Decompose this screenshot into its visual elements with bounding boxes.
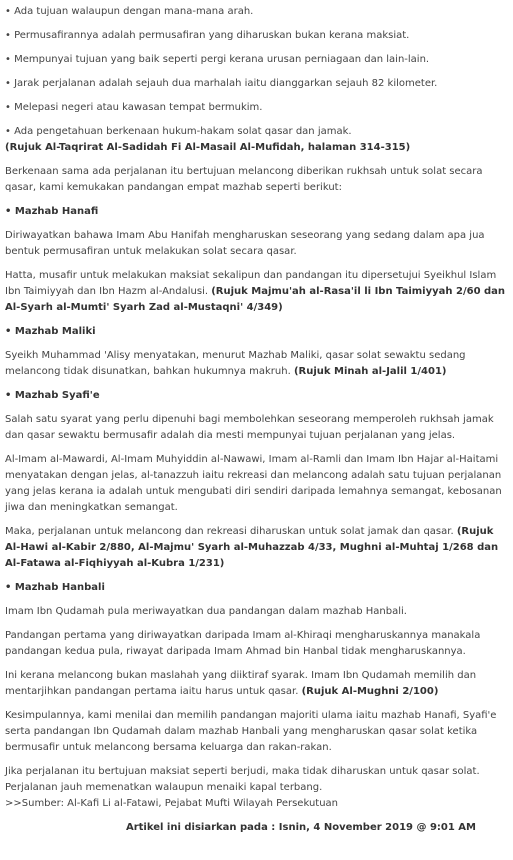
maliki-text: Syeikh Muhammad 'Alisy menyatakan, menurut Mazhab Maliki, qasar solat sewaktu sedang melancong tidak disunatkan, bahkan hukumnya makruh. bbox=[5, 350, 466, 377]
heading-maliki: • Mazhab Maliki bbox=[5, 326, 96, 337]
syafie-paragraph bbox=[5, 524, 506, 572]
published-date: Artikel ini disiarkan pada : Isnin, 4 November 2019 @ 9:01 AM bbox=[125, 822, 476, 833]
intro-paragraph: Berkenaan sama ada perjalanan itu bertujuan melancong diberikan rukhsah untuk solat secara qasar, kami kemukakan pandangan empat mazhab seperti berikut: bbox=[5, 166, 483, 193]
reference-taqrirat: (Rujuk Al-Taqrirat Al-Sadidah Fi Al-Masail Al-Mufidah, halaman 314-315) bbox=[5, 142, 411, 153]
hanbali-text: Ini kerana melancong bukan maslahah yang diiktiraf syarak. Imam Ibn Qudamah memilih dan mentarjihkan pandangan pertama iaitu harus untuk qasar. bbox=[5, 670, 477, 697]
hanafi-paragraph bbox=[5, 268, 506, 316]
bullet-item: • Ada pengetahuan berkenaan hukum-hakam solat qasar dan jamak. bbox=[5, 126, 352, 137]
hanbali-paragraph: Pandangan pertama yang diriwayatkan daripada Imam al-Khiraqi mengharuskannya manakala pandangan kedua pula, riwayat daripada Imam Ahmad bin Hanbal tidak mengharuskannya. bbox=[5, 630, 481, 657]
hanafi-reference: (Rujuk Majmu'ah al-Rasa'il li Ibn Taimiyyah 2/60 dan Al-Syarh al-Mumti' Syarh Zad al-Mustaqni' 4/349) bbox=[5, 286, 506, 313]
syafie-paragraph: Al-Imam al-Mawardi, Al-Imam Muhyiddin al-Nawawi, Imam al-Ramli dan Imam Ibn Hajar al-Haitami menyatakan dengan jelas, al-tanazzuh iaitu rekreasi dan melancong adalah satu tujuan perjalanan yang jelas kerana ia adalah untuk mengubati diri sendiri daripada lemahnya semangat, kebosanan jiwa dan meningkatkan semangat. bbox=[5, 454, 502, 513]
bullet-item: • Jarak perjalanan adalah sejauh dua marhalah iaitu dianggarkan sejauh 82 kilometer. bbox=[5, 78, 438, 89]
hanbali-paragraph bbox=[5, 668, 506, 700]
syafie-paragraph: Salah satu syarat yang perlu dipenuhi bagi membolehkan seseorang memperoleh rukhsah jamak dan qasar sewaktu bermusafir adalah dia mesti mempunyai tujuan perjalanan yang jelas. bbox=[5, 414, 494, 441]
heading-hanafi: • Mazhab Hanafi bbox=[5, 206, 99, 217]
bullet-item: • Melepasi negeri atau kawasan tempat bermukim. bbox=[5, 102, 263, 113]
heading-hanbali: • Mazhab Hanbali bbox=[5, 582, 105, 593]
conclusion-paragraph: Kesimpulannya, kami menilai dan memilih pandangan majoriti ulama iaitu mazhab Hanafi, Syafi'e serta pandangan Ibn Qudamah dalam mazhab Hanbali yang mengharuskan qasar solat ketika bermusafir untuk melancong bersama keluarga dan rakan-rakan. bbox=[5, 710, 497, 753]
bullet-item: • Mempunyai tujuan yang baik seperti pergi kerana urusan perniagaan dan lain-lain. bbox=[5, 54, 430, 65]
source-line: >>Sumber: Al-Kafi Li al-Fatawi, Pejabat Mufti Wilayah Persekutuan bbox=[5, 798, 339, 809]
maliki-paragraph bbox=[5, 348, 506, 380]
hanafi-paragraph: Diriwayatkan bahawa Imam Abu Hanifah mengharuskan seseorang yang sedang dalam apa jua bentuk permusafiran untuk melakukan solat secara qasar. bbox=[5, 230, 485, 257]
bullet-item: • Permusafirannya adalah permusafiran yang diharuskan bukan kerana maksiat. bbox=[5, 30, 410, 41]
hanafi-text: Hatta, musafir untuk melakukan maksiat sekalipun dan pandangan itu dipersetujui Syeikhul Islam Ibn Taimiyyah dan Ibn Hazm al-Andalusi. bbox=[5, 270, 497, 297]
bullet-item: • Ada tujuan walaupun dengan mana-mana arah. bbox=[5, 6, 254, 17]
syafie-text: Maka, perjalanan untuk melancong dan rekreasi diharuskan untuk solat jamak dan qasar. bbox=[5, 526, 457, 537]
syafie-reference: (Rujuk Al-Hawi al-Kabir 2/880, Al-Majmu' Syarh al-Muhazzab 4/33, Mughni al-Muhtaj 1/268 dan Al-Fatawa al-Fiqhiyyah al-Kubra 1/231) bbox=[5, 526, 499, 569]
hanbali-reference: (Rujuk Al-Mughni 2/100) bbox=[301, 686, 439, 697]
heading-syafie: • Mazhab Syafi'e bbox=[5, 390, 100, 401]
hanbali-paragraph: Imam Ibn Qudamah pula meriwayatkan dua pandangan dalam mazhab Hanbali. bbox=[5, 606, 407, 617]
maksiat-paragraph: Jika perjalanan itu bertujuan maksiat seperti berjudi, maka tidak diharuskan untuk qasar solat. Perjalanan jauh memenatkan walaupun menaiki kapal terbang. bbox=[5, 766, 480, 793]
maliki-reference: (Rujuk Minah al-Jalil 1/401) bbox=[293, 366, 447, 377]
